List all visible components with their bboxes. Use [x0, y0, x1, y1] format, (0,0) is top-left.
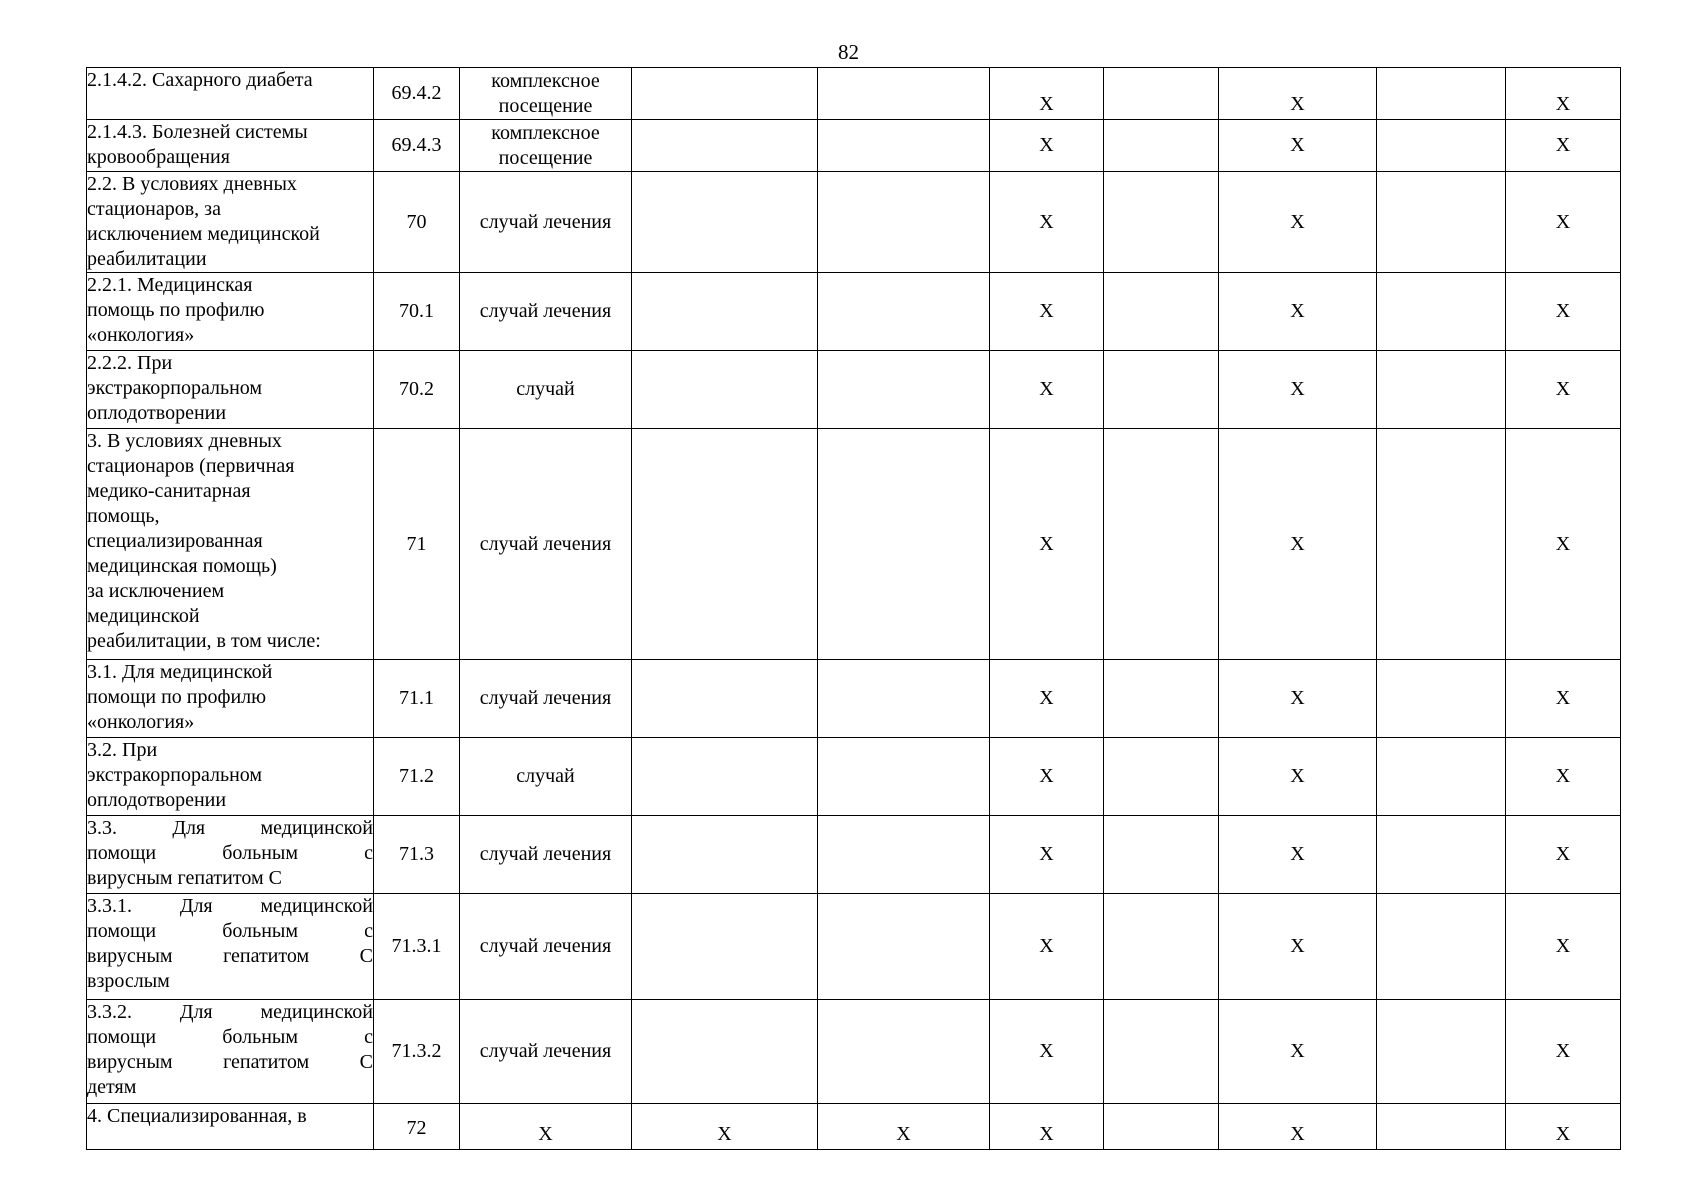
empty-cell: [632, 68, 818, 120]
row-unit-cell: случай лечения: [460, 172, 632, 273]
row-code-cell: 69.4.3: [374, 120, 460, 172]
mark-cell: X: [990, 738, 1104, 816]
empty-cell: [1104, 1000, 1219, 1104]
table-row: [87, 68, 1621, 120]
mark-cell: X: [1506, 120, 1621, 172]
table-row: [87, 660, 1621, 738]
empty-cell: [632, 660, 818, 738]
mark-cell: X: [1219, 172, 1377, 273]
empty-cell: [818, 429, 990, 660]
empty-cell: [1104, 660, 1219, 738]
table-row: [87, 1104, 1621, 1150]
row-code-cell: 70.1: [374, 273, 460, 351]
row-unit-cell: комплексное посещение: [460, 68, 632, 120]
empty-cell: [632, 1000, 818, 1104]
row-code-cell: 71.2: [374, 738, 460, 816]
mark-cell: X: [990, 1000, 1104, 1104]
empty-cell: [1104, 894, 1219, 1000]
empty-cell: [1377, 816, 1506, 894]
mark-cell: X: [990, 660, 1104, 738]
empty-cell: [632, 738, 818, 816]
empty-cell: [818, 273, 990, 351]
mark-cell: X: [1219, 816, 1377, 894]
row-unit-cell: случай: [460, 738, 632, 816]
mark-cell: X: [1219, 429, 1377, 660]
mark-cell: X: [990, 429, 1104, 660]
empty-cell: [818, 1000, 990, 1104]
row-name-cell: 2.1.4.2. Сахарного диабета: [87, 68, 374, 120]
row-code-cell: 71.3: [374, 816, 460, 894]
empty-cell: [1377, 351, 1506, 429]
empty-cell: [632, 351, 818, 429]
mark-cell: X: [1506, 660, 1621, 738]
empty-cell: [818, 120, 990, 172]
mark-cell: X: [1219, 273, 1377, 351]
empty-cell: [1377, 894, 1506, 1000]
row-code-cell: 71.3.2: [374, 1000, 460, 1104]
empty-cell: [1377, 172, 1506, 273]
mark-cell: X: [990, 273, 1104, 351]
empty-cell: [1104, 120, 1219, 172]
mark-cell: X: [1506, 273, 1621, 351]
mark-cell: X: [1506, 816, 1621, 894]
row-unit-cell: случай лечения: [460, 894, 632, 1000]
mark-cell: X: [1219, 351, 1377, 429]
row-name-cell: 3.3.1. Для медицинской помощи больным с вирусным гепатитом С взрослым: [87, 894, 374, 1000]
mark-cell: X: [1219, 660, 1377, 738]
mark-cell: X: [990, 172, 1104, 273]
row-unit-cell: комплексное посещение: [460, 120, 632, 172]
row-unit-cell: случай лечения: [460, 1000, 632, 1104]
mark-cell: X: [460, 1104, 632, 1150]
empty-cell: [1104, 816, 1219, 894]
row-name-cell: 2.2.1. Медицинская помощь по профилю «онкология»: [87, 273, 374, 351]
row-unit-cell: случай лечения: [460, 273, 632, 351]
mark-cell: X: [818, 1104, 990, 1150]
empty-cell: [1377, 68, 1506, 120]
row-name-cell: 3.3. Для медицинской помощи больным с вирусным гепатитом С: [87, 816, 374, 894]
table-row: [87, 351, 1621, 429]
row-name-cell: 4. Специализированная, в: [87, 1104, 374, 1150]
row-name-cell: 3. В условиях дневных стационаров (первичная медико-санитарная помощь, специализированная медицинская помощь) за исключением медицинской реабилитации, в том числе:: [87, 429, 374, 660]
mark-cell: X: [1506, 1000, 1621, 1104]
row-unit-cell: случай: [460, 351, 632, 429]
page-number: 82: [838, 40, 859, 64]
empty-cell: [1104, 172, 1219, 273]
row-code-cell: 70.2: [374, 351, 460, 429]
empty-cell: [1104, 68, 1219, 120]
mark-cell: X: [1506, 738, 1621, 816]
empty-cell: [818, 68, 990, 120]
table-row: [87, 273, 1621, 351]
data-table: [86, 67, 1621, 1150]
empty-cell: [818, 660, 990, 738]
mark-cell: X: [1219, 894, 1377, 1000]
empty-cell: [1377, 1000, 1506, 1104]
row-code-cell: 69.4.2: [374, 68, 460, 120]
mark-cell: X: [990, 894, 1104, 1000]
mark-cell: X: [1219, 1104, 1377, 1150]
empty-cell: [632, 894, 818, 1000]
mark-cell: X: [1219, 738, 1377, 816]
row-unit-cell: случай лечения: [460, 429, 632, 660]
row-code-cell: 71.3.1: [374, 894, 460, 1000]
row-name-cell: 3.2. При экстракорпоральном оплодотворении: [87, 738, 374, 816]
mark-cell: X: [990, 351, 1104, 429]
empty-cell: [1104, 351, 1219, 429]
table-row: [87, 1000, 1621, 1104]
empty-cell: [1104, 738, 1219, 816]
table-row: [87, 429, 1621, 660]
row-code-cell: 71.1: [374, 660, 460, 738]
empty-cell: [632, 273, 818, 351]
empty-cell: [632, 172, 818, 273]
mark-cell: X: [990, 816, 1104, 894]
empty-cell: [1104, 429, 1219, 660]
empty-cell: [632, 120, 818, 172]
mark-cell: X: [1219, 1000, 1377, 1104]
empty-cell: [1377, 738, 1506, 816]
mark-cell: X: [990, 120, 1104, 172]
row-name-cell: 3.1. Для медицинской помощи по профилю «онкология»: [87, 660, 374, 738]
row-code-cell: 71: [374, 429, 460, 660]
empty-cell: [818, 172, 990, 273]
empty-cell: [818, 351, 990, 429]
mark-cell: X: [1219, 68, 1377, 120]
empty-cell: [818, 738, 990, 816]
row-name-cell: 3.3.2. Для медицинской помощи больным с вирусным гепатитом С детям: [87, 1000, 374, 1104]
mark-cell: X: [632, 1104, 818, 1150]
empty-cell: [1377, 120, 1506, 172]
mark-cell: X: [1506, 1104, 1621, 1150]
mark-cell: X: [990, 1104, 1104, 1150]
row-unit-cell: случай лечения: [460, 660, 632, 738]
mark-cell: X: [1506, 68, 1621, 120]
mark-cell: X: [1219, 120, 1377, 172]
mark-cell: X: [1506, 894, 1621, 1000]
empty-cell: [1377, 660, 1506, 738]
table-row: [87, 172, 1621, 273]
mark-cell: X: [990, 68, 1104, 120]
empty-cell: [1377, 273, 1506, 351]
table-row: [87, 894, 1621, 1000]
empty-cell: [632, 816, 818, 894]
empty-cell: [818, 894, 990, 1000]
mark-cell: X: [1506, 172, 1621, 273]
table-row: [87, 738, 1621, 816]
row-unit-cell: случай лечения: [460, 816, 632, 894]
empty-cell: [632, 429, 818, 660]
row-code-cell: 72: [374, 1104, 460, 1150]
empty-cell: [1377, 429, 1506, 660]
empty-cell: [1104, 273, 1219, 351]
table-row: [87, 120, 1621, 172]
empty-cell: [1377, 1104, 1506, 1150]
row-name-cell: 2.1.4.3. Болезней системы кровообращения: [87, 120, 374, 172]
row-code-cell: 70: [374, 172, 460, 273]
empty-cell: [1104, 1104, 1219, 1150]
row-name-cell: 2.2.2. При экстракорпоральном оплодотворении: [87, 351, 374, 429]
mark-cell: X: [1506, 429, 1621, 660]
mark-cell: X: [1506, 351, 1621, 429]
empty-cell: [818, 816, 990, 894]
table-row: [87, 816, 1621, 894]
row-name-cell: 2.2. В условиях дневных стационаров, за исключением медицинской реабилитации: [87, 172, 374, 273]
